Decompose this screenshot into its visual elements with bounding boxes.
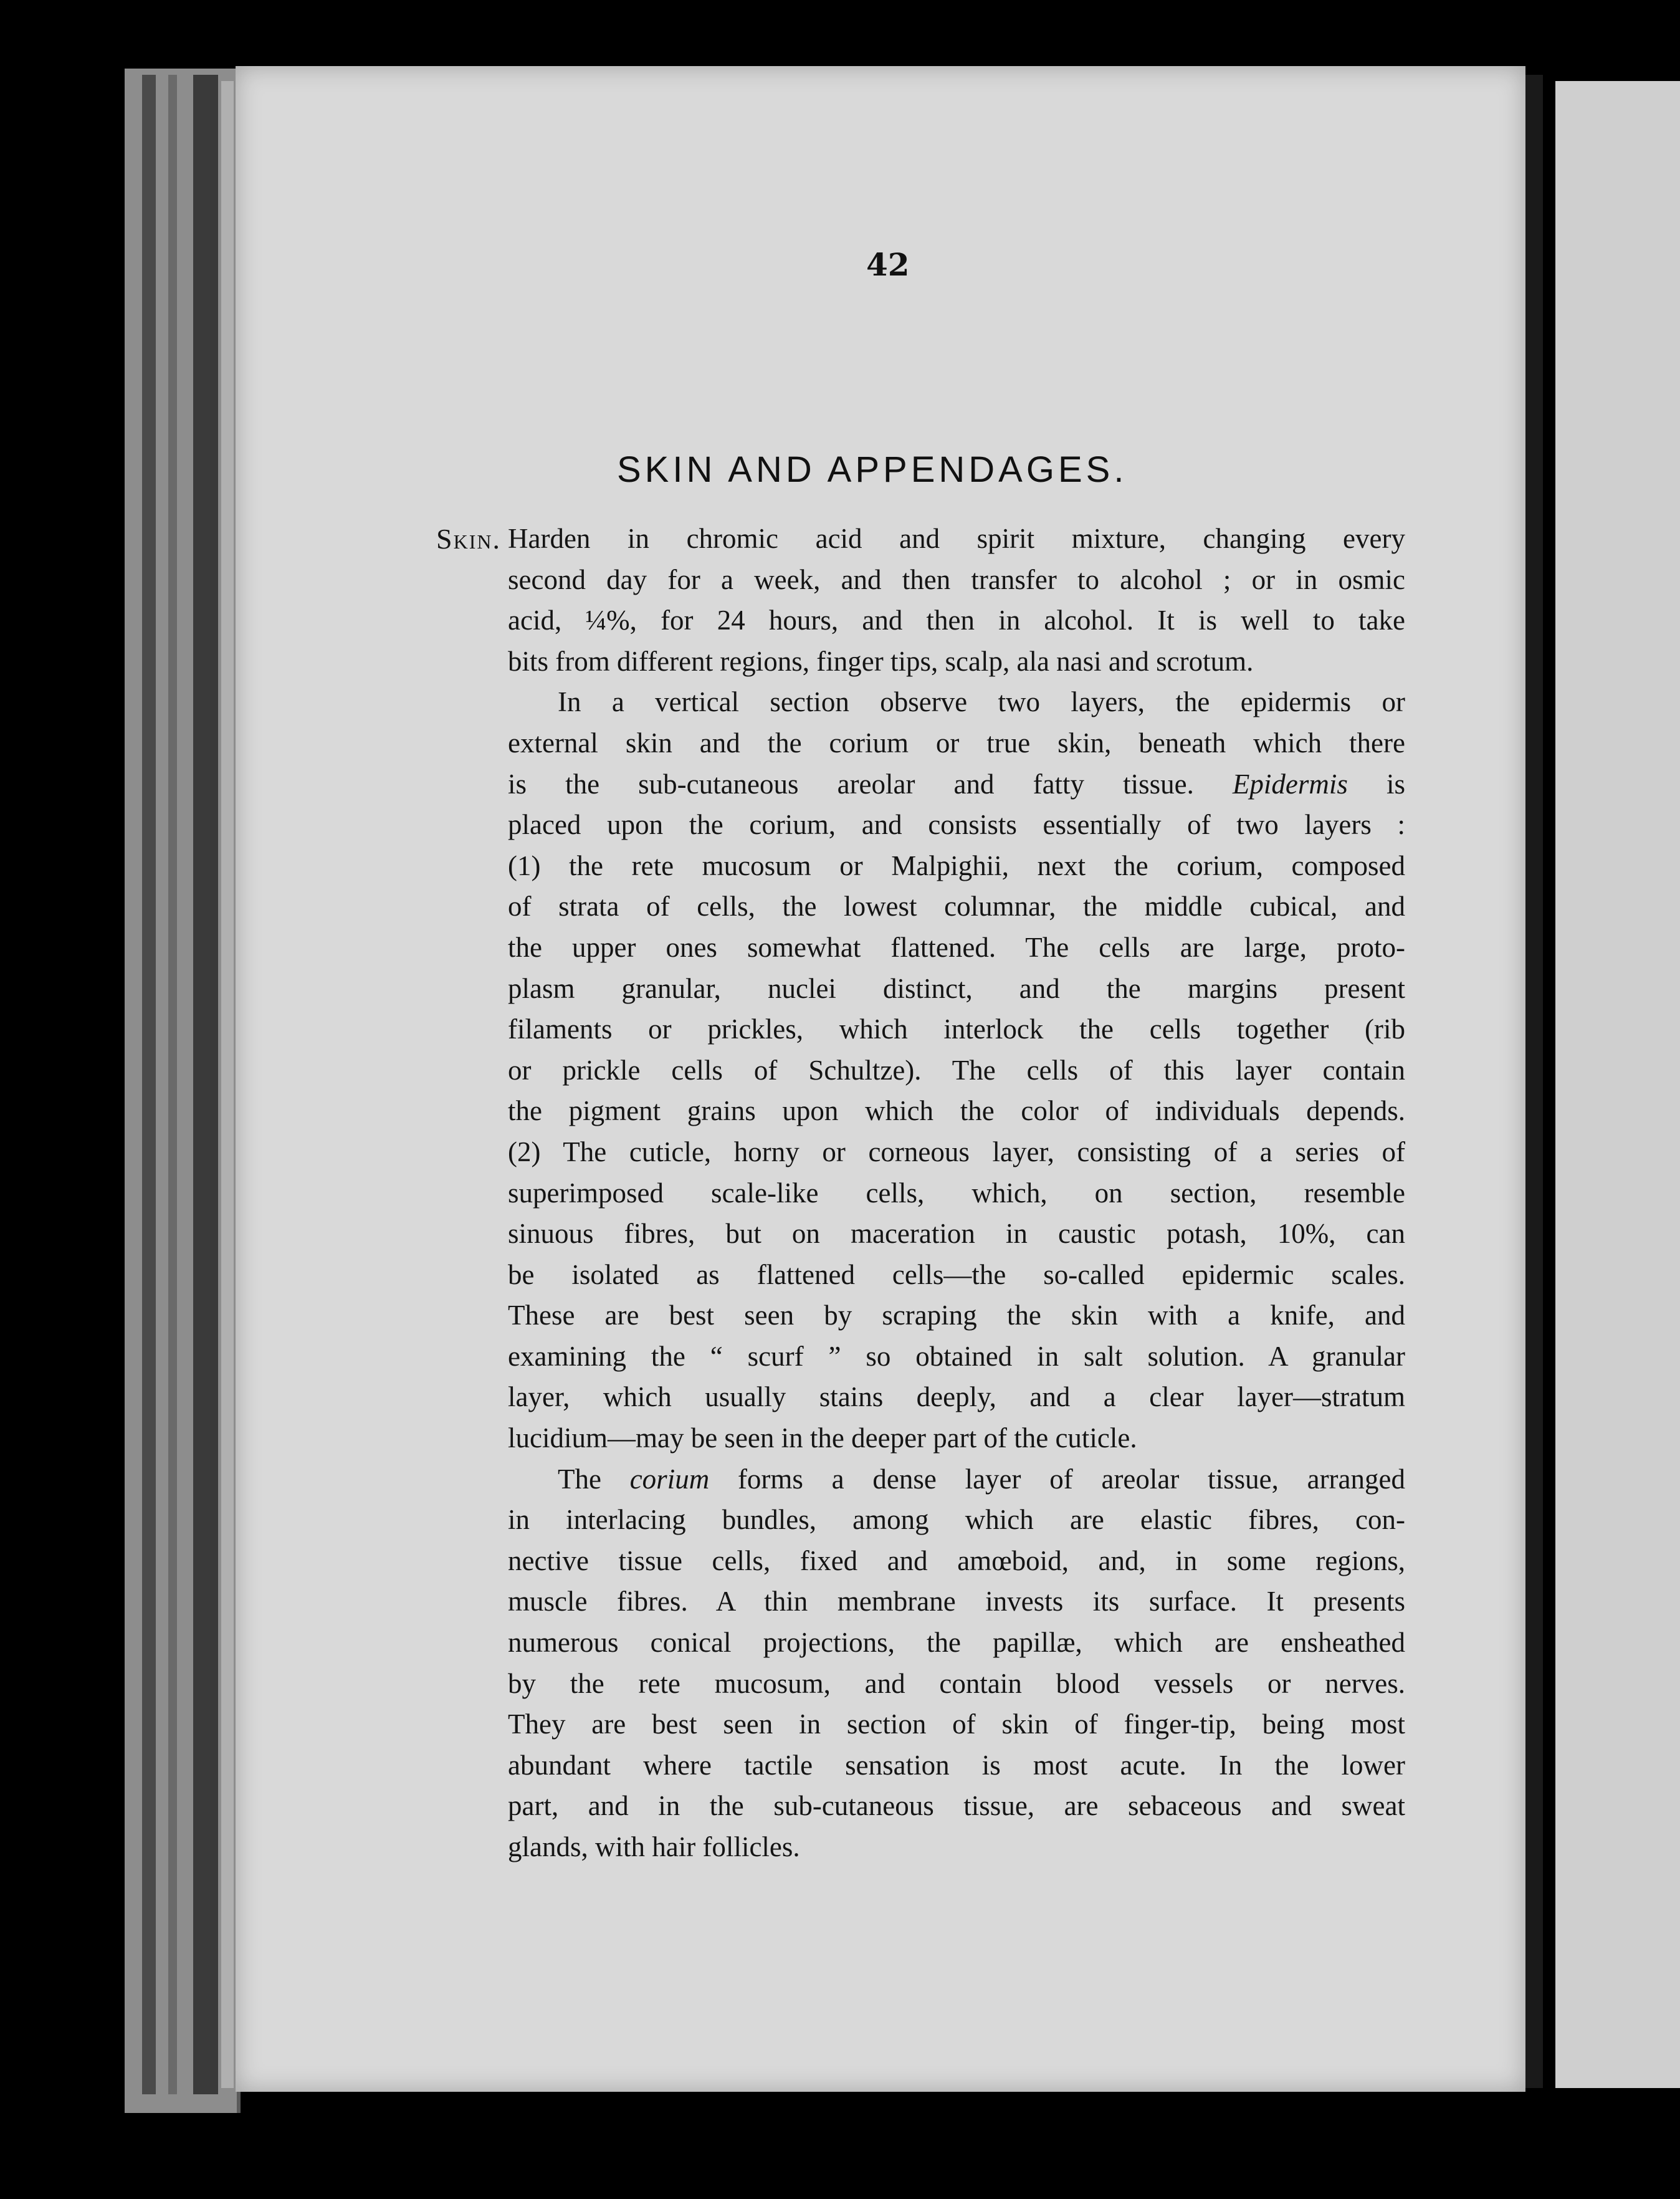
text-line: placed upon the corium, and consists essentially of two layers : bbox=[508, 809, 1405, 841]
text-line: They are best seen in section of skin of finger-tip, being most bbox=[508, 1708, 1405, 1740]
book-edge-stripe bbox=[221, 81, 234, 2088]
text-line: abundant where tactile sensation is most acute. In the lower bbox=[508, 1749, 1405, 1781]
text-line: glands, with hair follicles. bbox=[508, 1831, 800, 1862]
gutter-shadow bbox=[1525, 75, 1543, 2088]
text-line: bits from different regions, finger tips, scalp, ala nasi and scrotum. bbox=[508, 645, 1254, 677]
section-label-text: Skin. bbox=[436, 523, 501, 555]
text-line: of strata of cells, the lowest columnar, the middle cubical, and bbox=[508, 891, 1405, 922]
text-line: (1) the rete mucosum or Malpighii, next the corium, composed bbox=[508, 850, 1405, 881]
text-line: The corium forms a dense layer of areolar tissue, arranged bbox=[558, 1463, 1405, 1495]
text-line: layer, which usually stains deeply, and a clear layer—stratum bbox=[508, 1381, 1405, 1413]
text-line: plasm granular, nuclei distinct, and the margins present bbox=[508, 972, 1405, 1004]
text-line: acid, ¼%, for 24 hours, and then in alcohol. It is well to take bbox=[508, 605, 1405, 636]
text-line: muscle fibres. A thin membrane invests its surface. It presents bbox=[508, 1586, 1405, 1617]
text-line: sinuous fibres, but on maceration in caustic potash, 10%, can bbox=[508, 1218, 1405, 1250]
text-line: examining the “ scurf ” so obtained in salt solution. A granular bbox=[508, 1340, 1405, 1372]
book-edge-stripe bbox=[168, 75, 177, 2094]
text-line: Harden in chromic acid and spirit mixture, changing every bbox=[508, 523, 1405, 554]
text-line: the upper ones somewhat flattened. The cells are large, proto- bbox=[508, 931, 1405, 963]
text-line: (2) The cuticle, horny or corneous layer, consisting of a series of bbox=[508, 1136, 1405, 1167]
book-edge-stripe bbox=[193, 75, 218, 2094]
text-line: external skin and the corium or true skin, beneath which there bbox=[508, 727, 1405, 759]
text-line: part, and in the sub-cutaneous tissue, are sebaceous and sweat bbox=[508, 1790, 1405, 1822]
facing-page-sliver bbox=[1555, 81, 1680, 2088]
text-line: in interlacing bundles, among which are elastic fibres, con- bbox=[508, 1504, 1405, 1536]
text-line: or prickle cells of Schultze). The cells of this layer contain bbox=[508, 1054, 1405, 1086]
text-line: is the sub-cutaneous areolar and fatty tissue. Epidermis is bbox=[508, 768, 1405, 800]
text-line: superimposed scale-like cells, which, on section, resemble bbox=[508, 1177, 1405, 1209]
text-line: In a vertical section observe two layers, the epidermis or bbox=[558, 686, 1405, 718]
body-text bbox=[508, 519, 1405, 1868]
page-number: 42 bbox=[866, 246, 910, 283]
text-line: These are best seen by scraping the skin with a knife, and bbox=[508, 1300, 1405, 1331]
chapter-title: SKIN AND APPENDAGES. bbox=[617, 449, 1128, 490]
text-line: filaments or prickles, which interlock the cells together (rib bbox=[508, 1013, 1405, 1045]
text-line: numerous conical projections, the papillæ, which are ensheathed bbox=[508, 1627, 1405, 1659]
text-line: by the rete mucosum, and contain blood vessels or nerves. bbox=[508, 1667, 1405, 1699]
text-line: the pigment grains upon which the color of individuals depends. bbox=[508, 1095, 1405, 1127]
text-line: lucidium—may be seen in the deeper part of the cuticle. bbox=[508, 1422, 1137, 1454]
book-edge-stripe bbox=[142, 75, 156, 2094]
text-line: second day for a week, and then transfer to alcohol ; or in osmic bbox=[508, 563, 1405, 595]
section-label bbox=[436, 519, 501, 560]
text-line: be isolated as flattened cells—the so-called epidermic scales. bbox=[508, 1258, 1405, 1290]
text-line: nective tissue cells, fixed and amœboid, and, in some regions, bbox=[508, 1545, 1405, 1576]
